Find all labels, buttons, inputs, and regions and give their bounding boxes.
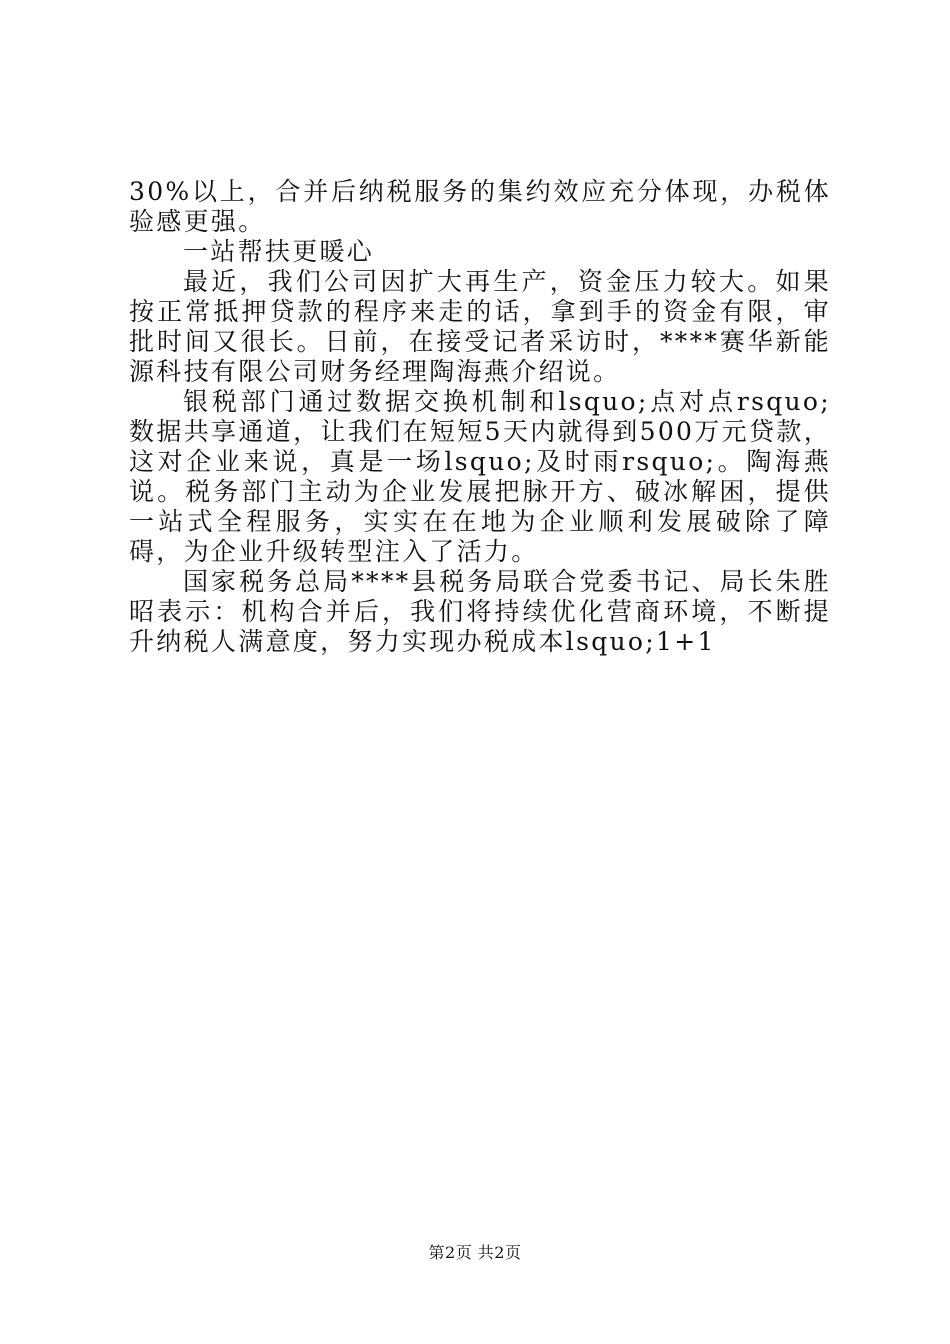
paragraph: 国家税务总局****县税务局联合党委书记、局长朱胜昭表示：机构合并后，我们将持续优化营商环境，不断提升纳税人满意度，努力实现办税成本lsquo;1+1 [129,567,831,656]
section-heading: 一站帮扶更暖心 [183,237,375,266]
paragraph: 最近，我们公司因扩大再生产，资金压力较大。如果按正常抵押贷款的程序来走的话，拿到手的资金有限，审批时间又很长。日前，在接受记者采访时，****赛华新能源科技有限公司财务经理陶海燕介绍说。 [129,267,831,386]
paragraph: 银税部门通过数据交换机制和lsquo;点对点rsquo;数据共享通道，让我们在短短5天内就得到500万元贷款，这对企业来说，真是一场lsquo;及时雨rsquo;。陶海燕说。税务部门主动为企业发展把脉开方、破冰解困，提供一站式全程服务，实实在在地为企业顺利发展破除了障碍，为企业升级转型注入了活力。 [129,387,831,566]
page-number-footer: 第2页 共2页 [428,1243,522,1262]
document-body [129,177,831,657]
paragraph-continuation: 30%以上，合并后纳税服务的集约效应充分体现，办税体验感更强。 [129,177,831,236]
